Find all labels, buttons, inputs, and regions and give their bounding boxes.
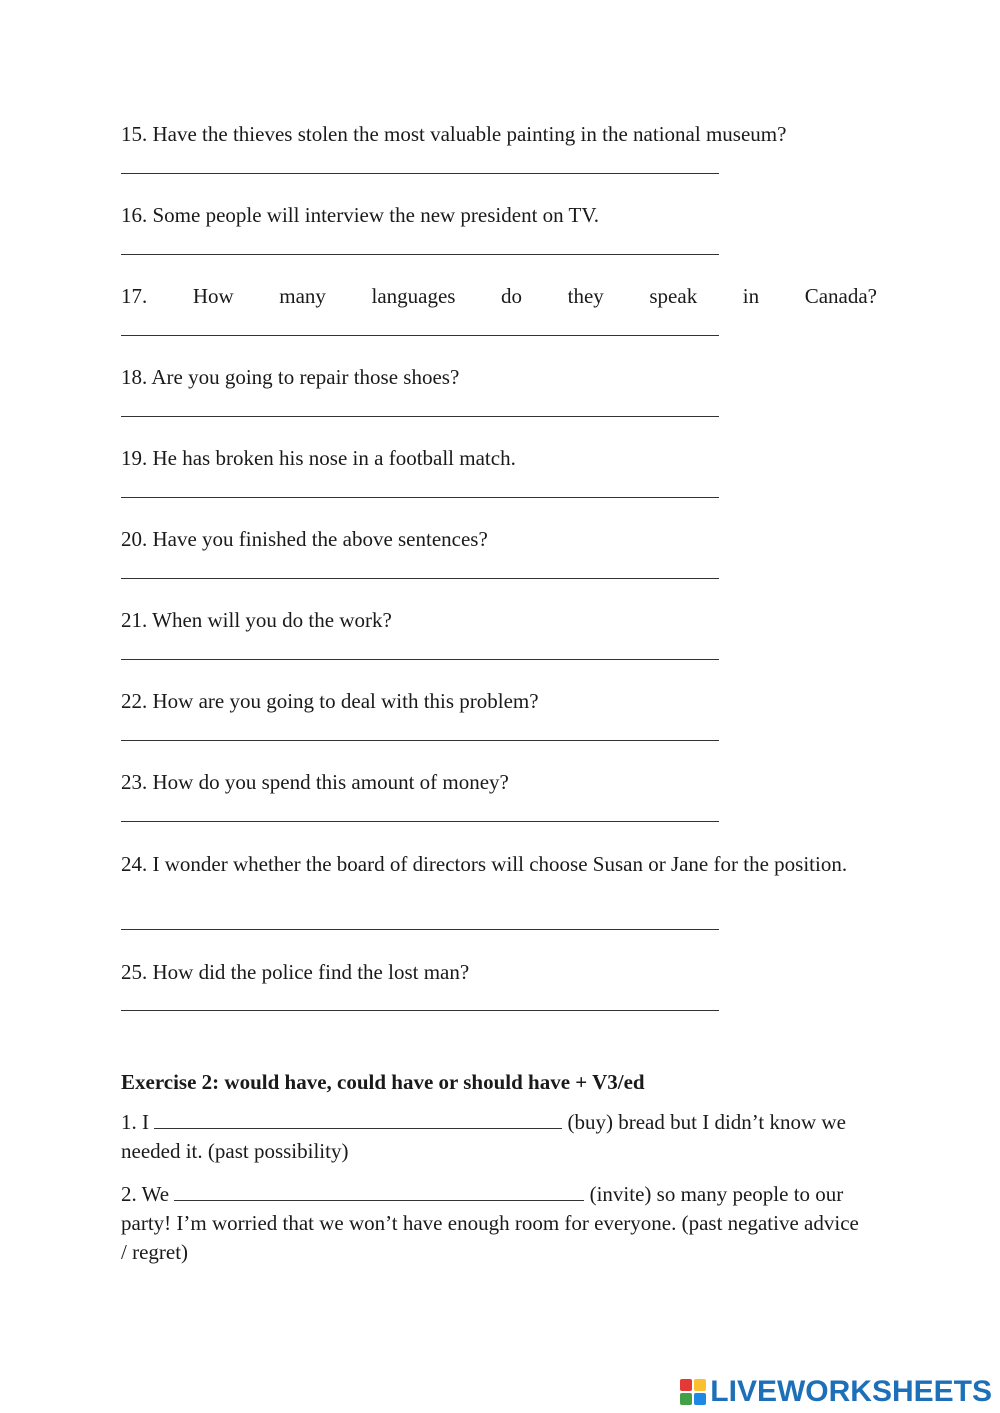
question-17: 17. How many languages do they speak in Canada?	[121, 284, 877, 308]
answer-line-20[interactable]	[121, 578, 719, 579]
answer-line-16[interactable]	[121, 254, 719, 255]
item-1-prefix: 1. I	[121, 1110, 149, 1134]
question-15: 15. Have the thieves stolen the most valuable painting in the national museum?	[121, 122, 787, 146]
item-2-blank[interactable]	[174, 1182, 584, 1201]
answer-line-17[interactable]	[121, 335, 719, 336]
question-20: 20. Have you finished the above sentences?	[121, 527, 488, 551]
liveworksheets-logo-text: LIVEWORKSHEETS	[710, 1375, 992, 1408]
question-24: 24. I wonder whether the board of directors will choose Susan or Jane for the position.	[121, 852, 848, 876]
liveworksheets-logo	[680, 1377, 992, 1407]
question-16: 16. Some people will interview the new president on TV.	[121, 203, 600, 227]
answer-line-23[interactable]	[121, 821, 719, 822]
question-18: 18. Are you going to repair those shoes?	[121, 365, 460, 389]
exercise-2-item-2	[121, 1180, 861, 1267]
exercise-2-title: Exercise 2: would have, could have or should have + V3/ed	[121, 1070, 645, 1094]
question-22: 22. How are you going to deal with this problem?	[121, 689, 539, 713]
exercise-2-item-1	[121, 1108, 861, 1166]
answer-line-24[interactable]	[121, 929, 719, 930]
item-2-suffix: (invite) so many people to our party! I’m worried that we won’t have enough room for everyone. (past negative advice / regret)	[121, 1182, 859, 1264]
answer-line-25[interactable]	[121, 1010, 719, 1011]
question-23: 23. How do you spend this amount of money?	[121, 770, 509, 794]
question-19: 19. He has broken his nose in a football match.	[121, 446, 516, 470]
item-2-prefix: 2. We	[121, 1182, 170, 1206]
answer-line-15[interactable]	[121, 173, 719, 174]
answer-line-18[interactable]	[121, 416, 719, 417]
answer-line-19[interactable]	[121, 497, 719, 498]
answer-line-21[interactable]	[121, 659, 719, 660]
question-25: 25. How did the police find the lost man?	[121, 960, 470, 984]
item-1-blank[interactable]	[154, 1110, 562, 1129]
question-21: 21. When will you do the work?	[121, 608, 392, 632]
liveworksheets-logo-icon	[680, 1379, 706, 1405]
answer-line-22[interactable]	[121, 740, 719, 741]
item-1-suffix: (buy) bread but I didn’t know we needed it. (past possibility)	[121, 1110, 846, 1163]
